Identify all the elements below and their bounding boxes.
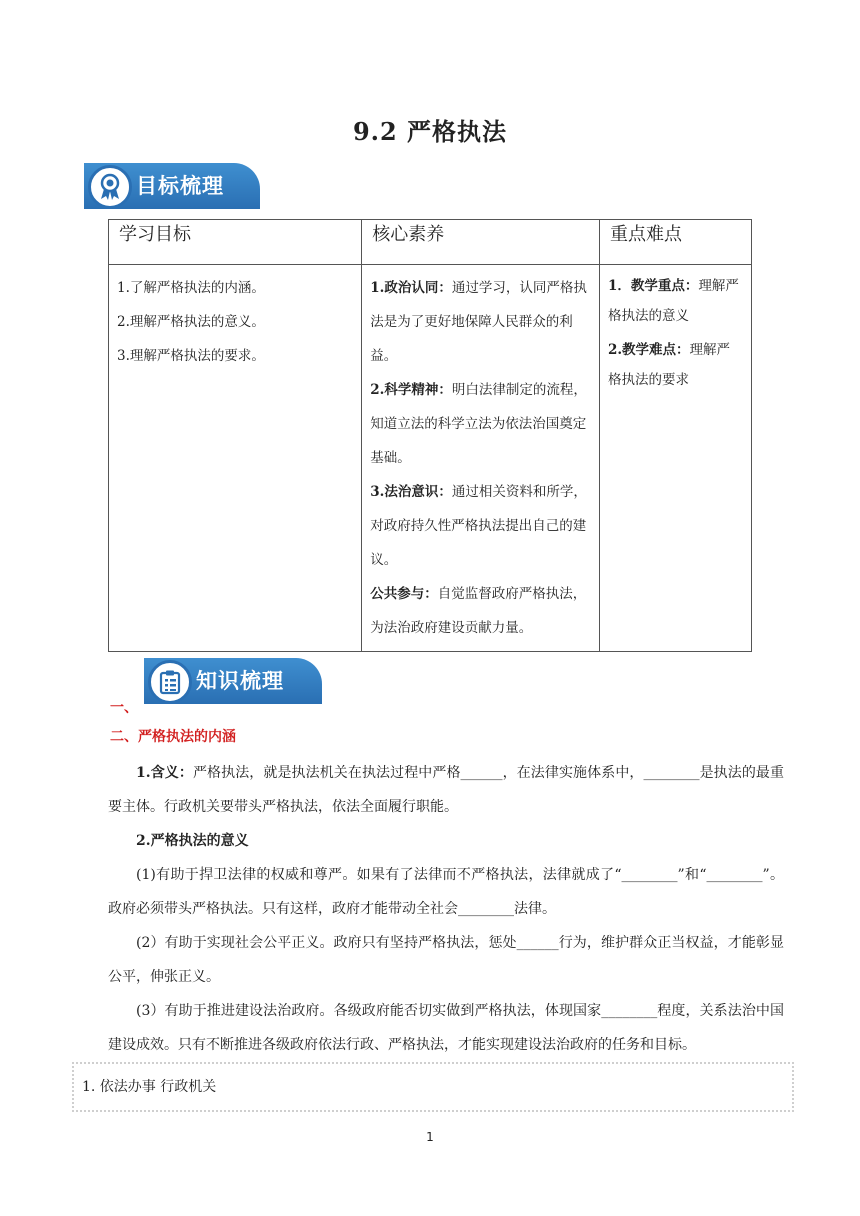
learning-goal-item: 1.了解严格执法的内涵。: [117, 280, 265, 296]
significance-point-1: (1)有助于捍卫法律的权威和尊严。如果有了法律而不严格执法，法律就成了“________”和“________”。政府必须带头严格执法。只有这样，政府才能带动全社会________法律。: [108, 867, 784, 917]
header-key-points: 重点难点: [599, 220, 751, 265]
clipboard-list-icon: [148, 660, 192, 704]
literacy-label: 公共参与：: [370, 586, 438, 602]
award-ribbon-icon: [88, 165, 132, 209]
definition-label: 1.含义：: [136, 765, 193, 781]
key-point-label: 1．教学重点：: [607, 278, 699, 294]
literacy-text: 通过相关资料和所学，对政府持久性严格执法提出自己的建议。: [370, 484, 587, 568]
section-title: 二、严格执法的内涵: [110, 729, 236, 745]
key-point-text: 理解严格执法的要求: [607, 342, 731, 388]
literacy-text: 通过学习，认同严格执法是为了更好地保障人民群众的利益。: [370, 280, 587, 364]
knowledge-banner: [144, 658, 322, 704]
literacy-label: 3.法治意识：: [370, 484, 452, 500]
header-learning-goals: 学习目标: [109, 220, 362, 265]
learning-goal-item: 2.理解严格执法的意义。: [117, 314, 265, 330]
key-point-item: [608, 271, 743, 331]
literacy-item: [370, 271, 591, 373]
header-core-literacy: 核心素养: [362, 220, 600, 265]
section-marker: 一、: [110, 700, 138, 716]
knowledge-banner-label: 知识梳理: [196, 669, 284, 693]
literacy-label: 1.政治认同：: [370, 280, 452, 296]
key-point-item: [608, 335, 743, 395]
literacy-item: [370, 577, 591, 645]
core-literacy-cell: [362, 265, 600, 652]
key-points-cell: [599, 265, 751, 652]
goals-table: [108, 219, 752, 652]
goals-banner: [84, 163, 260, 209]
definition-paragraph: [108, 756, 784, 824]
key-point-text: 理解严格执法的意义: [607, 278, 739, 324]
goals-banner-label: 目标梳理: [136, 174, 224, 198]
learning-goal-item: 3.理解严格执法的要求。: [117, 348, 265, 364]
literacy-text: 明白法律制定的流程，知道立法的科学立法为依法治国奠定基础。: [370, 382, 587, 466]
significance-heading: 2.严格执法的意义: [136, 833, 249, 849]
literacy-text: 自觉监督政府严格执法，为法治政府建设贡献力量。: [370, 586, 587, 636]
significance-point-2: (2）有助于实现社会公平正义。政府只有坚持严格执法，惩处______行为，维护群众正当权益，才能彰显公平，伸张正义。: [108, 935, 784, 985]
page-title: 9.2 严格执法: [352, 117, 508, 146]
literacy-label: 2.科学精神：: [370, 382, 452, 398]
literacy-item: [370, 475, 591, 577]
answer-box: 1. 依法办事 行政机关: [72, 1062, 794, 1112]
key-point-label: 2.教学难点：: [607, 342, 690, 358]
literacy-item: [370, 373, 591, 475]
definition-text: 严格执法，就是执法机关在执法过程中严格______，在法律实施体系中，________是执法的最重要主体。行政机关要带头严格执法，依法全面履行职能。: [108, 765, 784, 815]
page-number: 1: [426, 1130, 434, 1144]
learning-goals-cell: [109, 265, 362, 652]
significance-point-3: (3）有助于推进建设法治政府。各级政府能否切实做到严格执法，体现国家________程度，关系法治中国建设成效。只有不断推进各级政府依法行政、严格执法，才能实现建设法治政府的任务和目标。: [108, 1003, 784, 1053]
